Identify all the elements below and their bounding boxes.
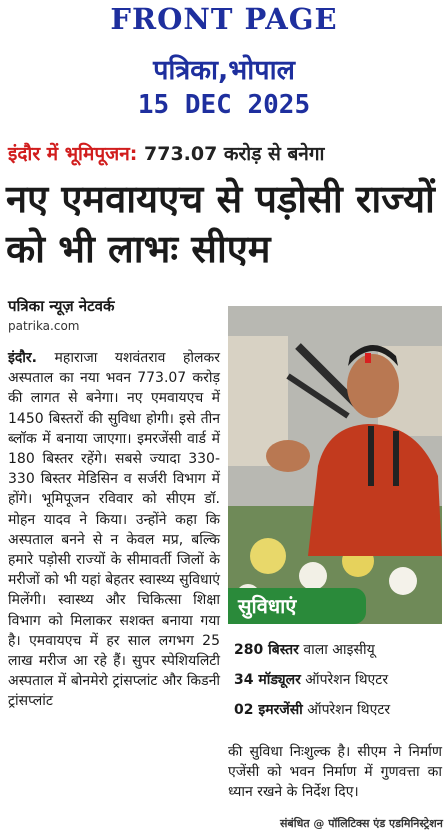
stamp-date: 15 DEC 2025 <box>137 90 311 120</box>
facilities-heading: सुविधाएं <box>228 588 366 624</box>
article-body-left <box>8 348 220 712</box>
article-headline: नए एमवायएच से पड़ोसी राज्यों को भी लाभः सीएम <box>6 177 435 271</box>
body-left-text: महाराजा यशवंतराव होलकर अस्पताल का नया भवन 773.07 करोड़ की लागत से बनेगा। नए एमवायएच में 1450 बिस्तरों की सुविधा होगी। इसे तीन ब्लॉक में बनाया जाएगा। इमरजेंसी वार्ड में 180 बिस्तर रहेंगे। सबसे ज्यादा 330-330 बिस्तर मेडिसिन व सर्जरी विभाग में होंगे। भूमिपूजन रविवार को सीएम डॉ. मोहन यादव ने किया। उन्होंने कहा कि अस्पताल बनने से न केवल मप्र, बल्कि हमारे पड़ोसी राज्यों के सीमावर्ती जिलों के मरीजों को भी यहां बेहतर स्वास्थ्य सुविधाएं मिलेंगी। स्वास्थ्य और चिकित्सा शिक्षा विभाग को मिलाकर सशक्त बनाया गया है। एमवायएच में हर साल लगभग 25 लाख मरीज आ रहे हैं। सुपर स्पेशियलिटी अस्पताल में बोनमेरो ट्रांसप्लांट और किडनी ट्रांसप्लांट <box>8 350 220 710</box>
article-site: patrika.com <box>8 319 80 333</box>
facility-item: 280 बिस्तर वाला आइसीयू <box>234 642 375 658</box>
facility-item: 02 इमरजेंसी ऑपरेशन थिएटर <box>234 702 391 718</box>
article-body-right: की सुविधा निःशुल्क है। सीएम ने निर्माण एजेंसी को भवन निर्माण में गुणवत्ता का ध्यान रखने के निर्देश दिए। <box>228 744 442 801</box>
kicker-amount: 773.07 करोड़ से बनेगा <box>144 143 325 165</box>
stamp-publication: पत्रिका,भोपाल <box>153 55 295 86</box>
photo-credit: संबंधित @ पॉलिटिक्स एंड एडमिनिस्ट्रेशन <box>280 817 443 830</box>
stamp-section: FRONT PAGE <box>110 2 338 36</box>
cm-photo-illustration <box>228 306 442 624</box>
article-byline: पत्रिका न्यूज़ नेटवर्क <box>8 297 115 315</box>
cm-photo <box>228 306 442 624</box>
facility-item: 34 मॉड्यूलर ऑपरेशन थिएटर <box>234 672 389 688</box>
dateline: इंदौर. <box>8 350 37 366</box>
article-kicker <box>8 140 324 166</box>
kicker-place: इंदौर में भूमिपूजन: <box>8 143 138 165</box>
